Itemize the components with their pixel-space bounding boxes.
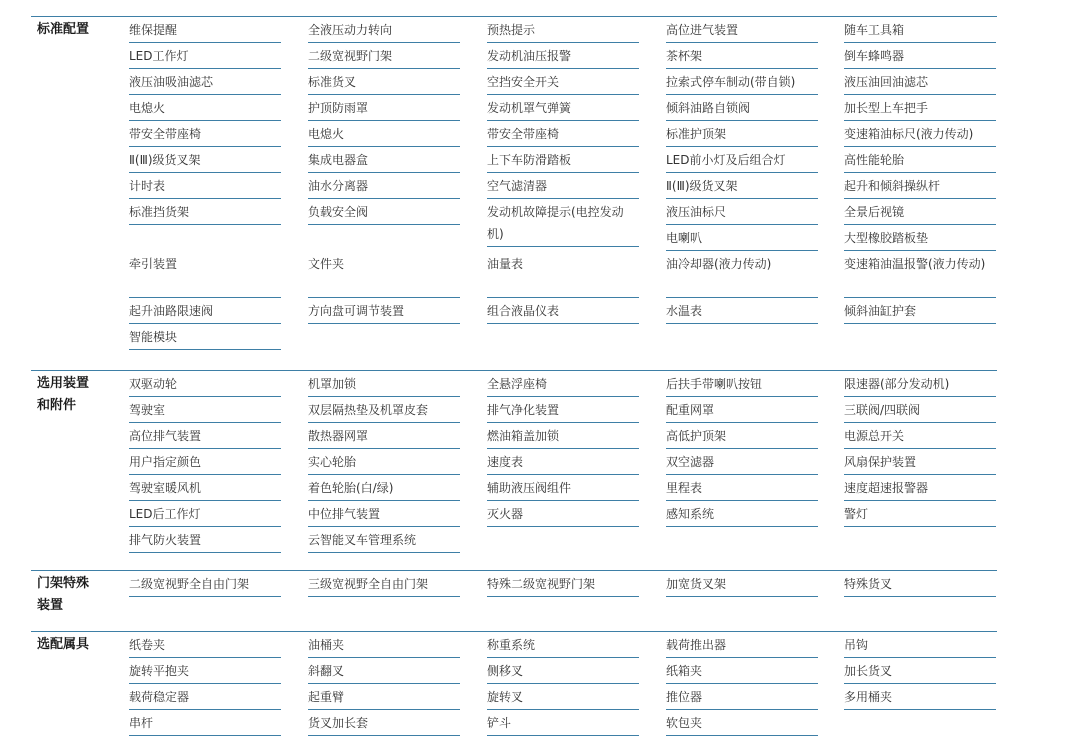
list-item: 多用桶夹 — [844, 684, 996, 710]
list-item: 起重臂 — [308, 684, 460, 710]
section-optional-attachments — [31, 631, 997, 737]
column — [844, 17, 996, 324]
column — [487, 571, 639, 597]
list-item: 护顶防雨罩 — [308, 95, 460, 121]
list-item: 全悬浮座椅 — [487, 371, 639, 397]
column — [308, 17, 460, 324]
list-item: LED后工作灯 — [129, 501, 281, 527]
list-item: 发动机罩气弹簧 — [487, 95, 639, 121]
list-item: 方向盘可调节装置 — [308, 298, 460, 324]
list-item: Ⅱ(Ⅲ)级货叉架 — [129, 147, 281, 173]
list-item: 机罩加锁 — [308, 371, 460, 397]
column — [487, 632, 639, 736]
list-item: 载荷推出器 — [666, 632, 818, 658]
list-item: 感知系统 — [666, 501, 818, 527]
list-item: 风扇保护装置 — [844, 449, 996, 475]
list-item: 电熄火 — [308, 121, 460, 147]
list-item: 茶杯架 — [666, 43, 818, 69]
column — [666, 17, 818, 324]
list-item: 高位排气装置 — [129, 423, 281, 449]
list-item: 维保提醒 — [129, 17, 281, 43]
list-item: 称重系统 — [487, 632, 639, 658]
section-title: 选用装置和附件 — [37, 376, 90, 413]
column — [666, 632, 818, 736]
list-item: 三联阀/四联阀 — [844, 397, 996, 423]
list-item: 液压油标尺 — [666, 199, 818, 225]
list-item: 电喇叭 — [666, 225, 818, 251]
list-item: 上下车防滑踏板 — [487, 147, 639, 173]
spacer — [308, 225, 460, 251]
list-item: 实心轮胎 — [308, 449, 460, 475]
section-mast-special — [31, 570, 997, 619]
list-item: 速度超速报警器 — [844, 475, 996, 501]
list-item: 推位器 — [666, 684, 818, 710]
list-item: 全液压动力转向 — [308, 17, 460, 43]
list-item: 铲斗 — [487, 710, 639, 736]
list-item: 带安全带座椅 — [487, 121, 639, 147]
list-item: 速度表 — [487, 449, 639, 475]
list-item: 带安全带座椅 — [129, 121, 281, 147]
list-item: 智能模块 — [129, 324, 281, 350]
list-item: 负载安全阀 — [308, 199, 460, 225]
list-item: 油量表 — [487, 251, 639, 298]
list-item: 驾驶室 — [129, 397, 281, 423]
list-item: 串杆 — [129, 710, 281, 736]
list-item: 配重网罩 — [666, 397, 818, 423]
list-item: 组合液晶仪表 — [487, 298, 639, 324]
list-item: 用户指定颜色 — [129, 449, 281, 475]
list-item: 纸箱夹 — [666, 658, 818, 684]
list-item: 空挡安全开关 — [487, 69, 639, 95]
list-item: 侧移叉 — [487, 658, 639, 684]
list-item: 大型橡胶踏板垫 — [844, 225, 996, 251]
list-item: 高性能轮胎 — [844, 147, 996, 173]
list-item: 起升油路限速阀 — [129, 298, 281, 324]
list-item: 发动机油压报警 — [487, 43, 639, 69]
column — [308, 371, 460, 553]
list-item: 空气滤清器 — [487, 173, 639, 199]
column — [487, 17, 639, 324]
list-item: 起升和倾斜操纵杆 — [844, 173, 996, 199]
list-item: LED工作灯 — [129, 43, 281, 69]
list-item: 二级宽视野全自由门架 — [129, 571, 281, 597]
list-item: 双层隔热垫及机罩皮套 — [308, 397, 460, 423]
section-title: 门架特殊装置 — [37, 576, 90, 613]
list-item: 水温表 — [666, 298, 818, 324]
column — [129, 632, 281, 736]
list-item: 三级宽视野全自由门架 — [308, 571, 460, 597]
list-item: 后扶手带喇叭按钮 — [666, 371, 818, 397]
list-item: 油水分离器 — [308, 173, 460, 199]
list-item: 灭火器 — [487, 501, 639, 527]
list-item: 油桶夹 — [308, 632, 460, 658]
list-item: 倾斜油缸护套 — [844, 298, 996, 324]
list-item: 加长型上车把手 — [844, 95, 996, 121]
list-item: 特殊二级宽视野门架 — [487, 571, 639, 597]
list-item: Ⅱ(Ⅲ)级货叉架 — [666, 173, 818, 199]
section-title: 选配属具 — [37, 637, 90, 652]
list-item: 云智能叉车管理系统 — [308, 527, 460, 553]
column — [844, 632, 996, 710]
spacer — [129, 225, 281, 251]
column — [308, 632, 460, 736]
column — [129, 371, 281, 553]
column — [666, 371, 818, 527]
list-item: 发动机故障提示(电控发动机) — [487, 199, 639, 247]
list-item: 随车工具箱 — [844, 17, 996, 43]
list-item: 着色轮胎(白/绿) — [308, 475, 460, 501]
list-item: 液压油吸油滤芯 — [129, 69, 281, 95]
list-item: 旋转叉 — [487, 684, 639, 710]
list-item: LED前小灯及后组合灯 — [666, 147, 818, 173]
list-item: 双空滤器 — [666, 449, 818, 475]
list-item: 里程表 — [666, 475, 818, 501]
list-item: 标准货叉 — [308, 69, 460, 95]
column — [308, 571, 460, 597]
column — [844, 571, 996, 597]
list-item: 燃油箱盖加锁 — [487, 423, 639, 449]
list-item: 警灯 — [844, 501, 996, 527]
list-item: 纸卷夹 — [129, 632, 281, 658]
column — [129, 571, 281, 597]
section-title: 标准配置 — [37, 22, 90, 37]
list-item: 倾斜油路自锁阀 — [666, 95, 818, 121]
list-item: 变速箱油标尺(液力传动) — [844, 121, 996, 147]
list-item: 软包夹 — [666, 710, 818, 736]
list-item: 排气净化装置 — [487, 397, 639, 423]
list-item: 高位进气装置 — [666, 17, 818, 43]
list-item: 牵引装置 — [129, 251, 281, 298]
list-item: 液压油回油滤芯 — [844, 69, 996, 95]
list-item: 散热器网罩 — [308, 423, 460, 449]
list-item: 旋转平抱夹 — [129, 658, 281, 684]
list-item: 高低护顶架 — [666, 423, 818, 449]
list-item: 拉索式停车制动(带自锁) — [666, 69, 818, 95]
list-item: 文件夹 — [308, 251, 460, 298]
list-item: 倒车蜂鸣器 — [844, 43, 996, 69]
list-item: 中位排气装置 — [308, 501, 460, 527]
column — [844, 371, 996, 527]
list-item: 标准护顶架 — [666, 121, 818, 147]
section-standard-config — [31, 16, 997, 357]
list-item: 特殊货叉 — [844, 571, 996, 597]
column — [666, 571, 818, 597]
list-item: 计时表 — [129, 173, 281, 199]
list-item: 吊钩 — [844, 632, 996, 658]
column — [129, 17, 281, 350]
list-item: 电源总开关 — [844, 423, 996, 449]
list-item: 双驱动轮 — [129, 371, 281, 397]
list-item: 加长货叉 — [844, 658, 996, 684]
list-item: 油冷却器(液力传动) — [666, 251, 818, 298]
list-item: 变速箱油温报警(液力传动) — [844, 251, 996, 298]
column — [487, 371, 639, 527]
list-item: 排气防火装置 — [129, 527, 281, 553]
list-item: 二级宽视野门架 — [308, 43, 460, 69]
list-item: 标准挡货架 — [129, 199, 281, 225]
list-item: 驾驶室暖风机 — [129, 475, 281, 501]
list-item: 斜翻叉 — [308, 658, 460, 684]
list-item: 全景后视镜 — [844, 199, 996, 225]
section-optional-devices — [31, 370, 997, 557]
list-item: 集成电器盒 — [308, 147, 460, 173]
list-item: 货叉加长套 — [308, 710, 460, 736]
list-item: 辅助液压阀组件 — [487, 475, 639, 501]
list-item: 加宽货叉架 — [666, 571, 818, 597]
list-item: 电熄火 — [129, 95, 281, 121]
list-item: 预热提示 — [487, 17, 639, 43]
list-item: 限速器(部分发动机) — [844, 371, 996, 397]
list-item: 载荷稳定器 — [129, 684, 281, 710]
